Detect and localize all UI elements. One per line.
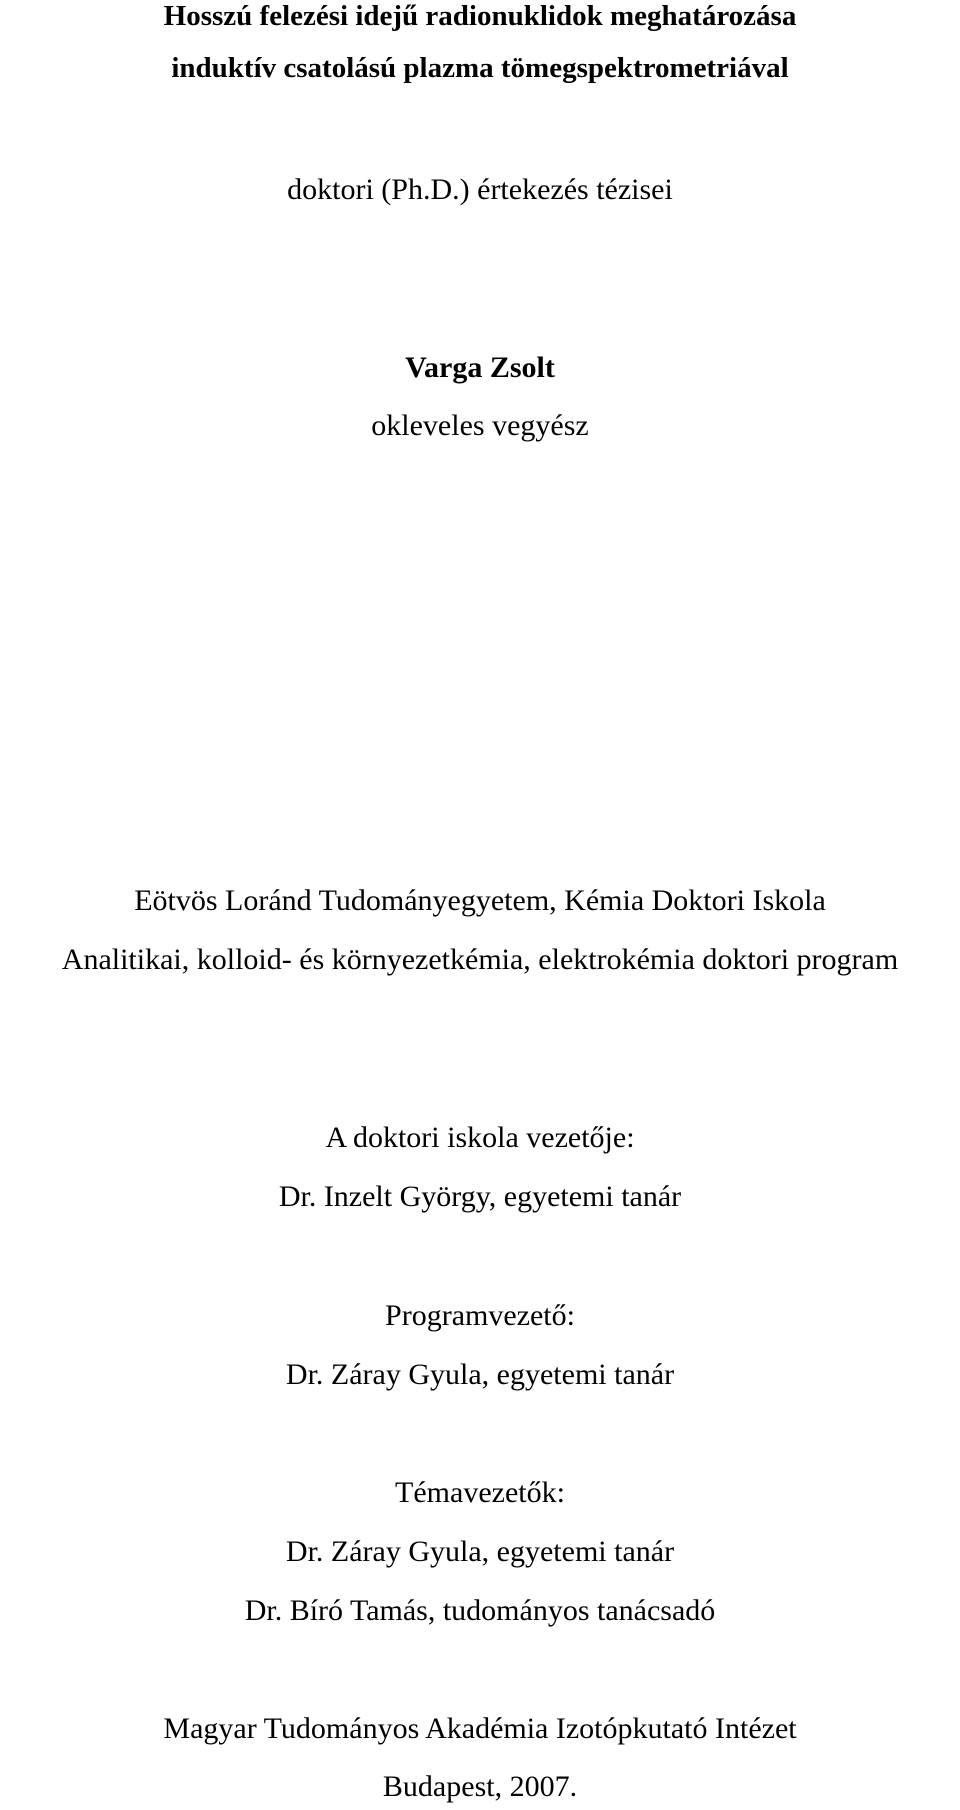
program-head-label: Programvezető:	[385, 1299, 575, 1332]
supervisor-name: Dr. Bíró Tamás, tudományos tanácsadó	[244, 1594, 716, 1627]
program-head-name: Dr. Záray Gyula, egyetemi tanár	[285, 1358, 675, 1391]
supervisors-label: Témavezetők:	[395, 1476, 565, 1509]
place-date: Budapest, 2007.	[382, 1770, 578, 1803]
supervisor-name: Dr. Záray Gyula, egyetemi tanár	[285, 1535, 675, 1568]
school-head-name: Dr. Inzelt György, egyetemi tanár	[278, 1180, 682, 1213]
subtitle: doktori (Ph.D.) értekezés tézisei	[287, 173, 673, 206]
title-line-1: Hosszú felezési idejű radionuklidok meghatározása	[163, 0, 797, 32]
university: Eötvös Loránd Tudományegyetem, Kémia Doktori Iskola	[134, 884, 826, 917]
school-head-label: A doktori iskola vezetője:	[325, 1121, 635, 1154]
affiliation: Magyar Tudományos Akadémia Izotópkutató Intézet	[163, 1712, 797, 1745]
author-qualification: okleveles vegyész	[371, 409, 589, 442]
doctoral-program: Analitikai, kolloid- és környezetkémia, elektrokémia doktori program	[61, 943, 899, 976]
title-line-2: induktív csatolású plazma tömegspektrometriával	[171, 52, 789, 84]
author-name: Varga Zsolt	[405, 351, 555, 384]
